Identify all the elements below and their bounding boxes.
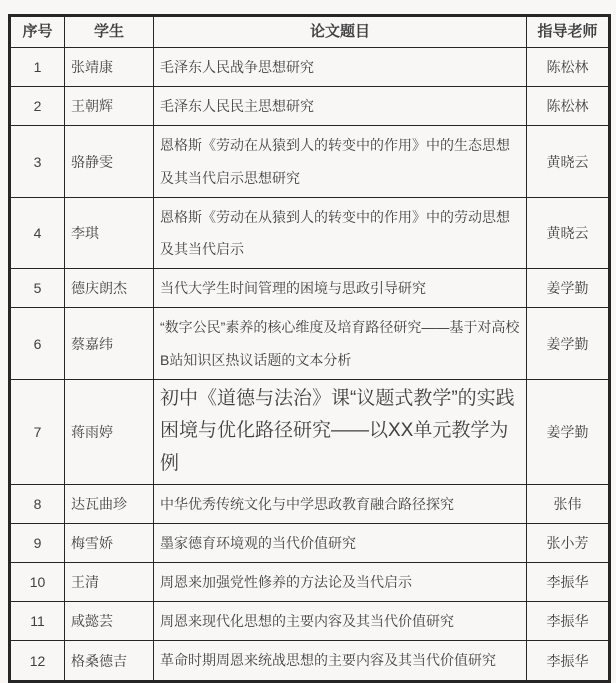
thesis-table-container bbox=[8, 14, 608, 683]
cell-student: 骆静雯 bbox=[65, 126, 154, 197]
col-header-student: 学生 bbox=[65, 16, 154, 48]
cell-no: 8 bbox=[10, 484, 65, 523]
table-row bbox=[10, 484, 610, 523]
cell-advisor: 李振华 bbox=[527, 641, 610, 681]
cell-student: 蒋雨婷 bbox=[65, 379, 154, 484]
cell-no: 7 bbox=[10, 379, 65, 484]
table-row bbox=[10, 563, 610, 602]
cell-title: 恩格斯《劳动在从猿到人的转变中的作用》中的生态思想及其当代启示思想研究 bbox=[154, 126, 527, 197]
cell-advisor: 张小芳 bbox=[527, 523, 610, 562]
cell-no: 2 bbox=[10, 87, 65, 126]
cell-student: 德庆朗杰 bbox=[65, 269, 154, 308]
cell-student: 格桑德吉 bbox=[65, 641, 154, 681]
cell-no: 11 bbox=[10, 602, 65, 641]
cell-title: 毛泽东人民民主思想研究 bbox=[154, 87, 527, 126]
cell-advisor: 张伟 bbox=[527, 484, 610, 523]
table-row bbox=[10, 523, 610, 562]
table-row bbox=[10, 269, 610, 308]
cell-title: 周恩来现代化思想的主要内容及其当代价值研究 bbox=[154, 602, 527, 641]
cell-advisor: 李振华 bbox=[527, 563, 610, 602]
cell-no: 1 bbox=[10, 48, 65, 87]
table-row bbox=[10, 641, 610, 681]
cell-title: 墨家德育环境观的当代价值研究 bbox=[154, 523, 527, 562]
cell-title: 当代大学生时间管理的困境与思政引导研究 bbox=[154, 269, 527, 308]
col-header-no: 序号 bbox=[10, 16, 65, 48]
cell-student: 蔡嘉纬 bbox=[65, 308, 154, 379]
cell-advisor: 姜学勤 bbox=[527, 308, 610, 379]
cell-student: 张靖康 bbox=[65, 48, 154, 87]
cell-student: 李琪 bbox=[65, 197, 154, 268]
cell-title: 初中《道德与法治》课“议题式教学”的实践困境与优化路径研究——以XX单元教学为例 bbox=[154, 379, 527, 484]
cell-no: 3 bbox=[10, 126, 65, 197]
cell-student: 达瓦曲珍 bbox=[65, 484, 154, 523]
col-header-advisor: 指导老师 bbox=[527, 16, 610, 48]
table-row bbox=[10, 602, 610, 641]
cell-advisor: 黄晓云 bbox=[527, 197, 610, 268]
cell-title: 革命时期周恩来统战思想的主要内容及其当代价值研究 bbox=[154, 641, 527, 681]
cell-student: 王朝辉 bbox=[65, 87, 154, 126]
cell-student: 梅雪娇 bbox=[65, 523, 154, 562]
cell-no: 9 bbox=[10, 523, 65, 562]
cell-advisor: 姜学勤 bbox=[527, 379, 610, 484]
cell-no: 10 bbox=[10, 563, 65, 602]
col-header-title: 论文题目 bbox=[154, 16, 527, 48]
cell-student: 咸懿芸 bbox=[65, 602, 154, 641]
table-header-row bbox=[10, 16, 610, 48]
cell-title: 恩格斯《劳动在从猿到人的转变中的作用》中的劳动思想及其当代启示 bbox=[154, 197, 527, 268]
table-row bbox=[10, 48, 610, 87]
thesis-table bbox=[8, 14, 611, 683]
table-body bbox=[10, 48, 610, 682]
table-row bbox=[10, 126, 610, 197]
table-row bbox=[10, 197, 610, 268]
table-row bbox=[10, 87, 610, 126]
table-row bbox=[10, 379, 610, 484]
cell-title: “数字公民”素养的核心维度及培育路径研究——基于对高校B站知识区热议话题的文本分析 bbox=[154, 308, 527, 379]
cell-advisor: 姜学勤 bbox=[527, 269, 610, 308]
table-row bbox=[10, 308, 610, 379]
cell-no: 6 bbox=[10, 308, 65, 379]
cell-no: 4 bbox=[10, 197, 65, 268]
cell-advisor: 陈松林 bbox=[527, 48, 610, 87]
cell-title: 中华优秀传统文化与中学思政教育融合路径探究 bbox=[154, 484, 527, 523]
cell-advisor: 黄晓云 bbox=[527, 126, 610, 197]
cell-advisor: 李振华 bbox=[527, 602, 610, 641]
cell-student: 王清 bbox=[65, 563, 154, 602]
cell-title: 周恩来加强党性修养的方法论及当代启示 bbox=[154, 563, 527, 602]
cell-no: 5 bbox=[10, 269, 65, 308]
cell-title: 毛泽东人民战争思想研究 bbox=[154, 48, 527, 87]
cell-no: 12 bbox=[10, 641, 65, 681]
cell-advisor: 陈松林 bbox=[527, 87, 610, 126]
